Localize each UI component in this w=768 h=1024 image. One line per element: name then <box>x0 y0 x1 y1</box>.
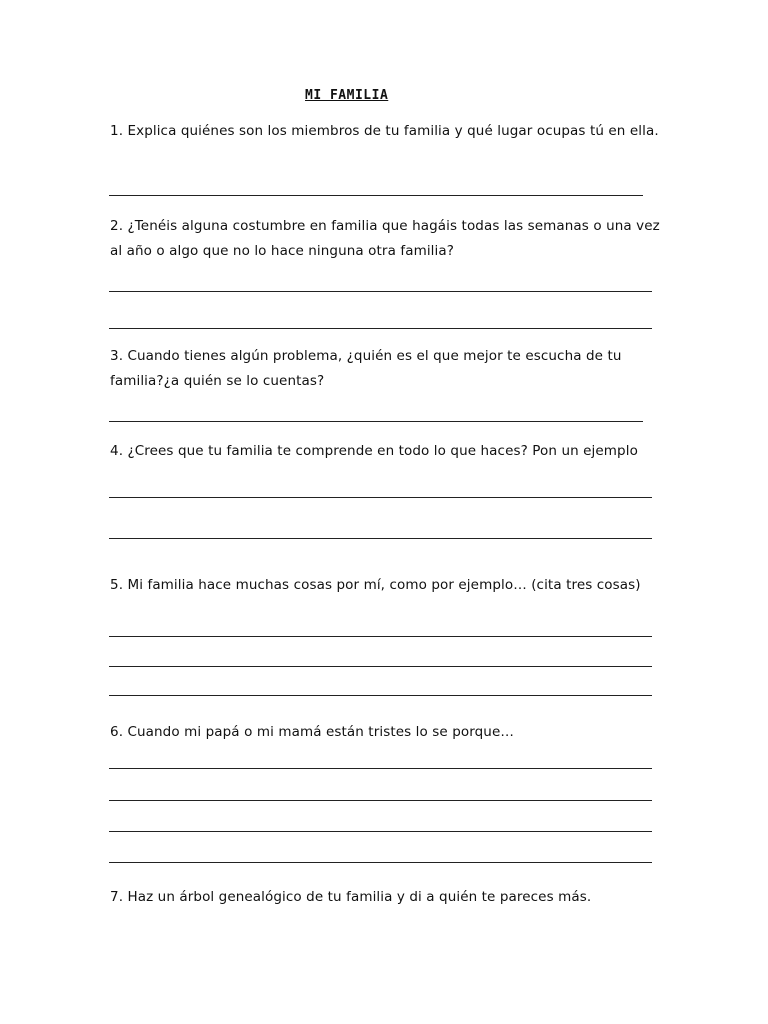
question-7: 7. Haz un árbol genealógico de tu familia y di a quién te pareces más. <box>110 889 592 905</box>
answer-line <box>109 636 652 637</box>
answer-line <box>109 195 643 196</box>
answer-line <box>109 666 652 667</box>
question-3: 3. Cuando tienes algún problema, ¿quién es el que mejor te escucha de tu familia?¿a quién se lo cuentas? <box>110 348 622 389</box>
answer-line <box>109 768 652 769</box>
answer-line <box>109 538 652 539</box>
question-1: 1. Explica quiénes son los miembros de tu familia y qué lugar ocupas tú en ella. <box>110 123 659 139</box>
answer-line <box>109 497 652 498</box>
question-5: 5. Mi familia hace muchas cosas por mí, como por ejemplo… (cita tres cosas) <box>110 577 641 593</box>
answer-line <box>109 328 652 329</box>
answer-line <box>109 831 652 832</box>
answer-line <box>109 800 652 801</box>
question-2: 2. ¿Tenéis alguna costumbre en familia que hagáis todas las semanas o una vez al año o algo que no lo hace ninguna otra familia? <box>110 218 660 259</box>
answer-line <box>109 862 652 863</box>
question-4: 4. ¿Crees que tu familia te comprende en todo lo que haces? Pon un ejemplo <box>110 443 638 459</box>
answer-line <box>109 695 652 696</box>
question-6: 6. Cuando mi papá o mi mamá están tristes lo se porque… <box>110 724 514 740</box>
answer-line <box>109 421 643 422</box>
page-title: MI FAMILIA <box>305 88 389 103</box>
answer-line <box>109 291 652 292</box>
